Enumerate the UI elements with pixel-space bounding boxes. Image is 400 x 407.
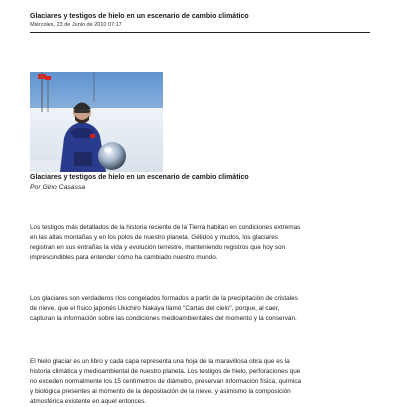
article-photo xyxy=(30,72,163,172)
paragraph-line: Los glaciares son verdaderos ríos congelados formados a partir de la precipitación de cristales xyxy=(30,295,298,302)
paragraph-line: El hielo glaciar es un libro y cada capa representa una hoja de la maravillosa obra que es la xyxy=(30,358,290,365)
photo-image xyxy=(30,72,163,172)
header-date: Miércoles, 23 de Junio de 2010 07:17 xyxy=(30,22,122,28)
paragraph xyxy=(30,223,370,263)
header-divider xyxy=(30,32,370,33)
paragraph-line: en las altas montañas y en los polos de nuestro planeta. Gélidos y mudos, los glaciares xyxy=(30,234,278,241)
paragraph-line: historia climática y medioambiental de nuestro planeta. Los testigos de hielo, perforaciones que xyxy=(30,368,301,375)
paragraph-line: de nieve, que el físico japonés Ukichiro Nakaya llamó "Cartas del cielo", porque, al caer, xyxy=(30,305,280,312)
paragraph-line: atmosférica existente en aquel entonces. xyxy=(30,398,147,405)
paragraph-line: imprescindibles para entender cómo ha cambiado nuestro mundo. xyxy=(30,254,218,261)
paragraph-line: registran en sus entrañas la vida y evolución terrestre, manteniendo registros que hoy son xyxy=(30,244,286,251)
paragraph-line: capturan la información sobre las condiciones medioambientales del momento y la conservan. xyxy=(30,315,297,322)
paragraph-line: y biológica presentes al momento de la depositación de la nieve, y asimismo la composición xyxy=(30,388,291,395)
paragraph-line: Los testigos más detallados de la historia reciente de la Tierra habitan en condiciones extremas xyxy=(30,224,301,231)
article-author: Por Gino Casassa xyxy=(30,184,86,191)
header-title: Glaciares y testigos de hielo en un escenario de cambio climático xyxy=(30,13,249,20)
paragraph xyxy=(30,294,370,324)
article-title: Glaciares y testigos de hielo en un escenario de cambio climático xyxy=(30,174,249,181)
paragraph-line: no exceden normalmente los 15 centímetros de diámetro, preservan información física, química xyxy=(30,378,302,385)
